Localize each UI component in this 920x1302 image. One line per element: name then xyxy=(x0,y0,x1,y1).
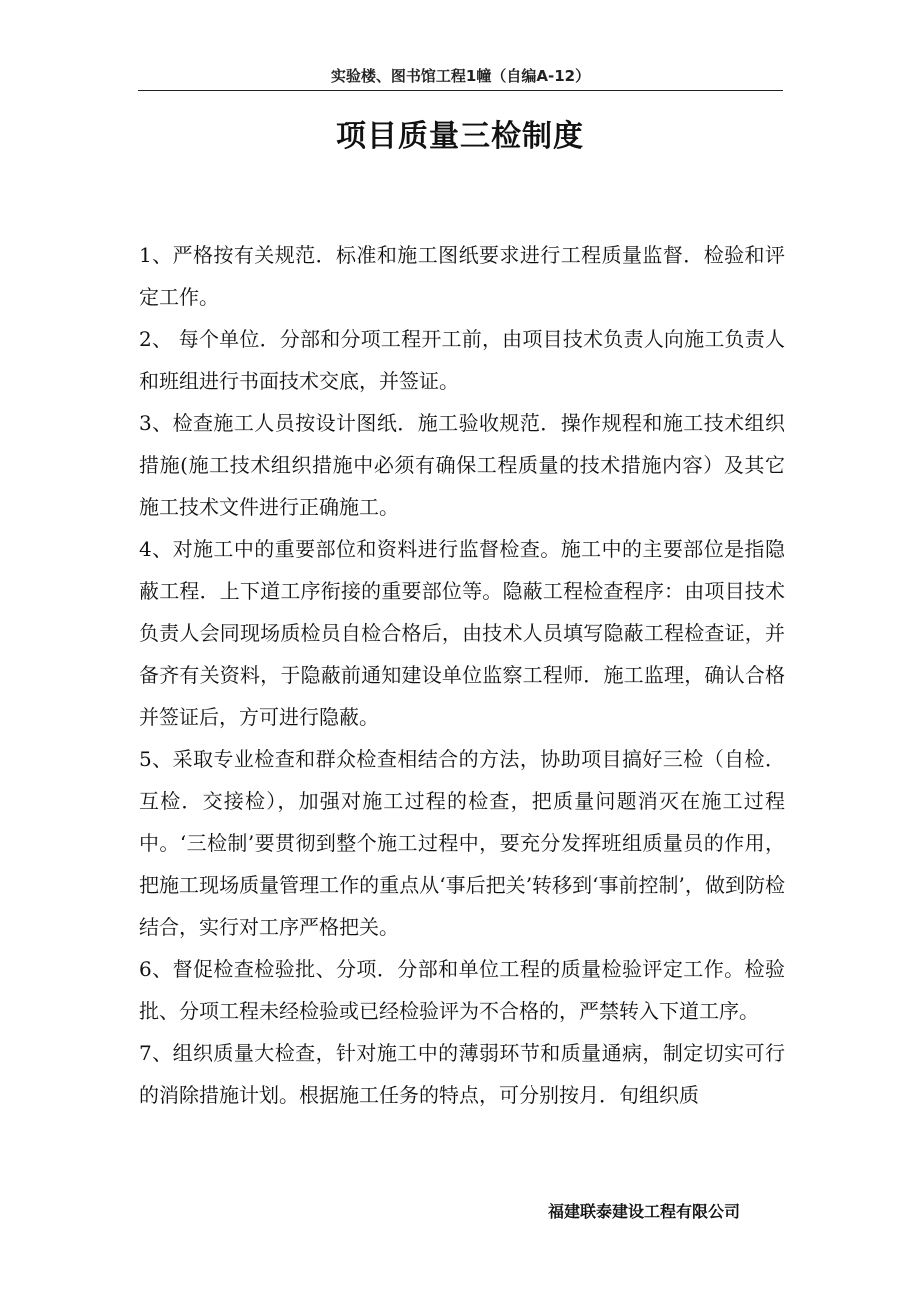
running-header: 实验楼、图书馆工程1幢（自编A-12） xyxy=(138,62,783,91)
document-title: 项目质量三检制度 xyxy=(336,119,584,154)
paragraph-3: 3、检查施工人员按设计图纸．施工验收规范．操作规程和施工技术组织措施(施工技术组织措施中必须有确保工程质量的技术措施内容）及其它施工技术文件进行正确施工。 xyxy=(139,411,785,519)
paragraph-5: 5、采取专业检查和群众检查相结合的方法，协助项目搞好三检（自检．互检．交接检），加强对施工过程的检查，把质量问题消灭在施工过程中。‘三检制’要贯彻到整个施工过程中，要充分发挥班组质量员的作用，把施工现场质量管理工作的重点从‘事后把关’转移到‘事前控制’，做到防检结合，实行对工序严格把关。 xyxy=(139,747,785,939)
paragraph-6: 6、督促检查检验批、分项．分部和单位工程的质量检验评定工作。检验批、分项工程未经检验或已经检验评为不合格的，严禁转入下道工序。 xyxy=(139,957,785,1023)
paragraph-7: 7、组织质量大检查，针对施工中的薄弱环节和质量通病，制定切实可行的消除措施计划。根据施工任务的特点，可分别按月．旬组织质 xyxy=(139,1041,785,1107)
document-body xyxy=(139,234,785,1116)
paragraph-4: 4、对施工中的重要部位和资料进行监督检查。施工中的主要部位是指隐蔽工程．上下道工序衔接的重要部位等。隐蔽工程检查程序：由项目技术负责人会同现场质检员自检合格后，由技术人员填写隐蔽工程检查证，并备齐有关资料，于隐蔽前通知建设单位监察工程师．施工监理，确认合格并签证后，方可进行隐蔽。 xyxy=(139,537,785,729)
paragraph-1: 1、严格按有关规范．标准和施工图纸要求进行工程质量监督．检验和评定工作。 xyxy=(139,243,785,309)
company-footer: 福建联泰建设工程有限公司 xyxy=(548,1202,741,1221)
paragraph-2: 2、 每个单位．分部和分项工程开工前，由项目技术负责人向施工负责人和班组进行书面技术交底，并签证。 xyxy=(139,327,785,393)
